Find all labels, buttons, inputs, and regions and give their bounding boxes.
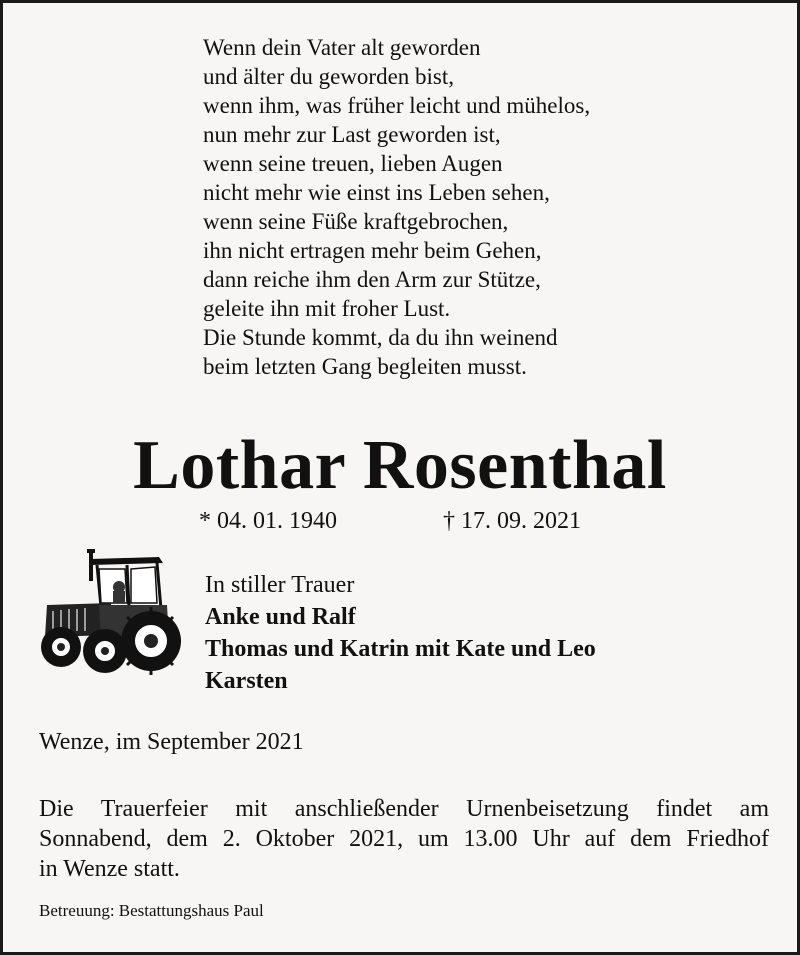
tractor-icon (39, 547, 181, 677)
poem-line: wenn seine Füße kraftgebrochen, (203, 209, 509, 234)
mourners (205, 569, 596, 697)
poem-line: und älter du geworden bist, (203, 64, 455, 89)
birth-date: * 04. 01. 1940 (199, 508, 337, 534)
poem-line: nun mehr zur Last geworden ist, (203, 122, 501, 147)
poem-line: wenn seine treuen, lieben Augen (203, 151, 503, 176)
poem-line: wenn ihm, was früher leicht und mühelos, (203, 93, 591, 118)
ceremony-info (39, 794, 769, 884)
poem-line: nicht mehr wie einst ins Leben sehen, (203, 180, 550, 205)
poem-line: Die Stunde kommt, da du ihn weinend (203, 325, 558, 350)
poem-line: beim letzten Gang begleiten musst. (203, 354, 527, 379)
poem-line: Wenn dein Vater alt geworden (203, 35, 481, 60)
mourner-line: Thomas und Katrin mit Kate und Leo (205, 636, 596, 662)
funeral-home: Betreuung: Bestattungshaus Paul (39, 901, 264, 920)
place-date: Wenze, im September 2021 (39, 729, 304, 755)
ceremony-line: in Wenze statt. (39, 856, 180, 882)
deceased-name: Lothar Rosenthal (133, 427, 667, 504)
poem-line: ihn nicht ertragen mehr beim Gehen, (203, 238, 542, 263)
poem-line: dann reiche ihm den Arm zur Stütze, (203, 267, 541, 292)
mourner-line: Karsten (205, 668, 288, 694)
poem-line: geleite ihn mit froher Lust. (203, 296, 451, 321)
mourners-intro: In stiller Trauer (205, 572, 355, 598)
poem (203, 33, 590, 381)
ceremony-line: Sonnabend, dem 2. Oktober 2021, um 13.00 Uhr auf dem Friedhof (39, 826, 769, 852)
mourner-line: Anke und Ralf (205, 604, 356, 630)
death-date: † 17. 09. 2021 (443, 508, 581, 534)
ceremony-line: Die Trauerfeier mit anschließender Urnenbeisetzung findet am (39, 796, 769, 822)
